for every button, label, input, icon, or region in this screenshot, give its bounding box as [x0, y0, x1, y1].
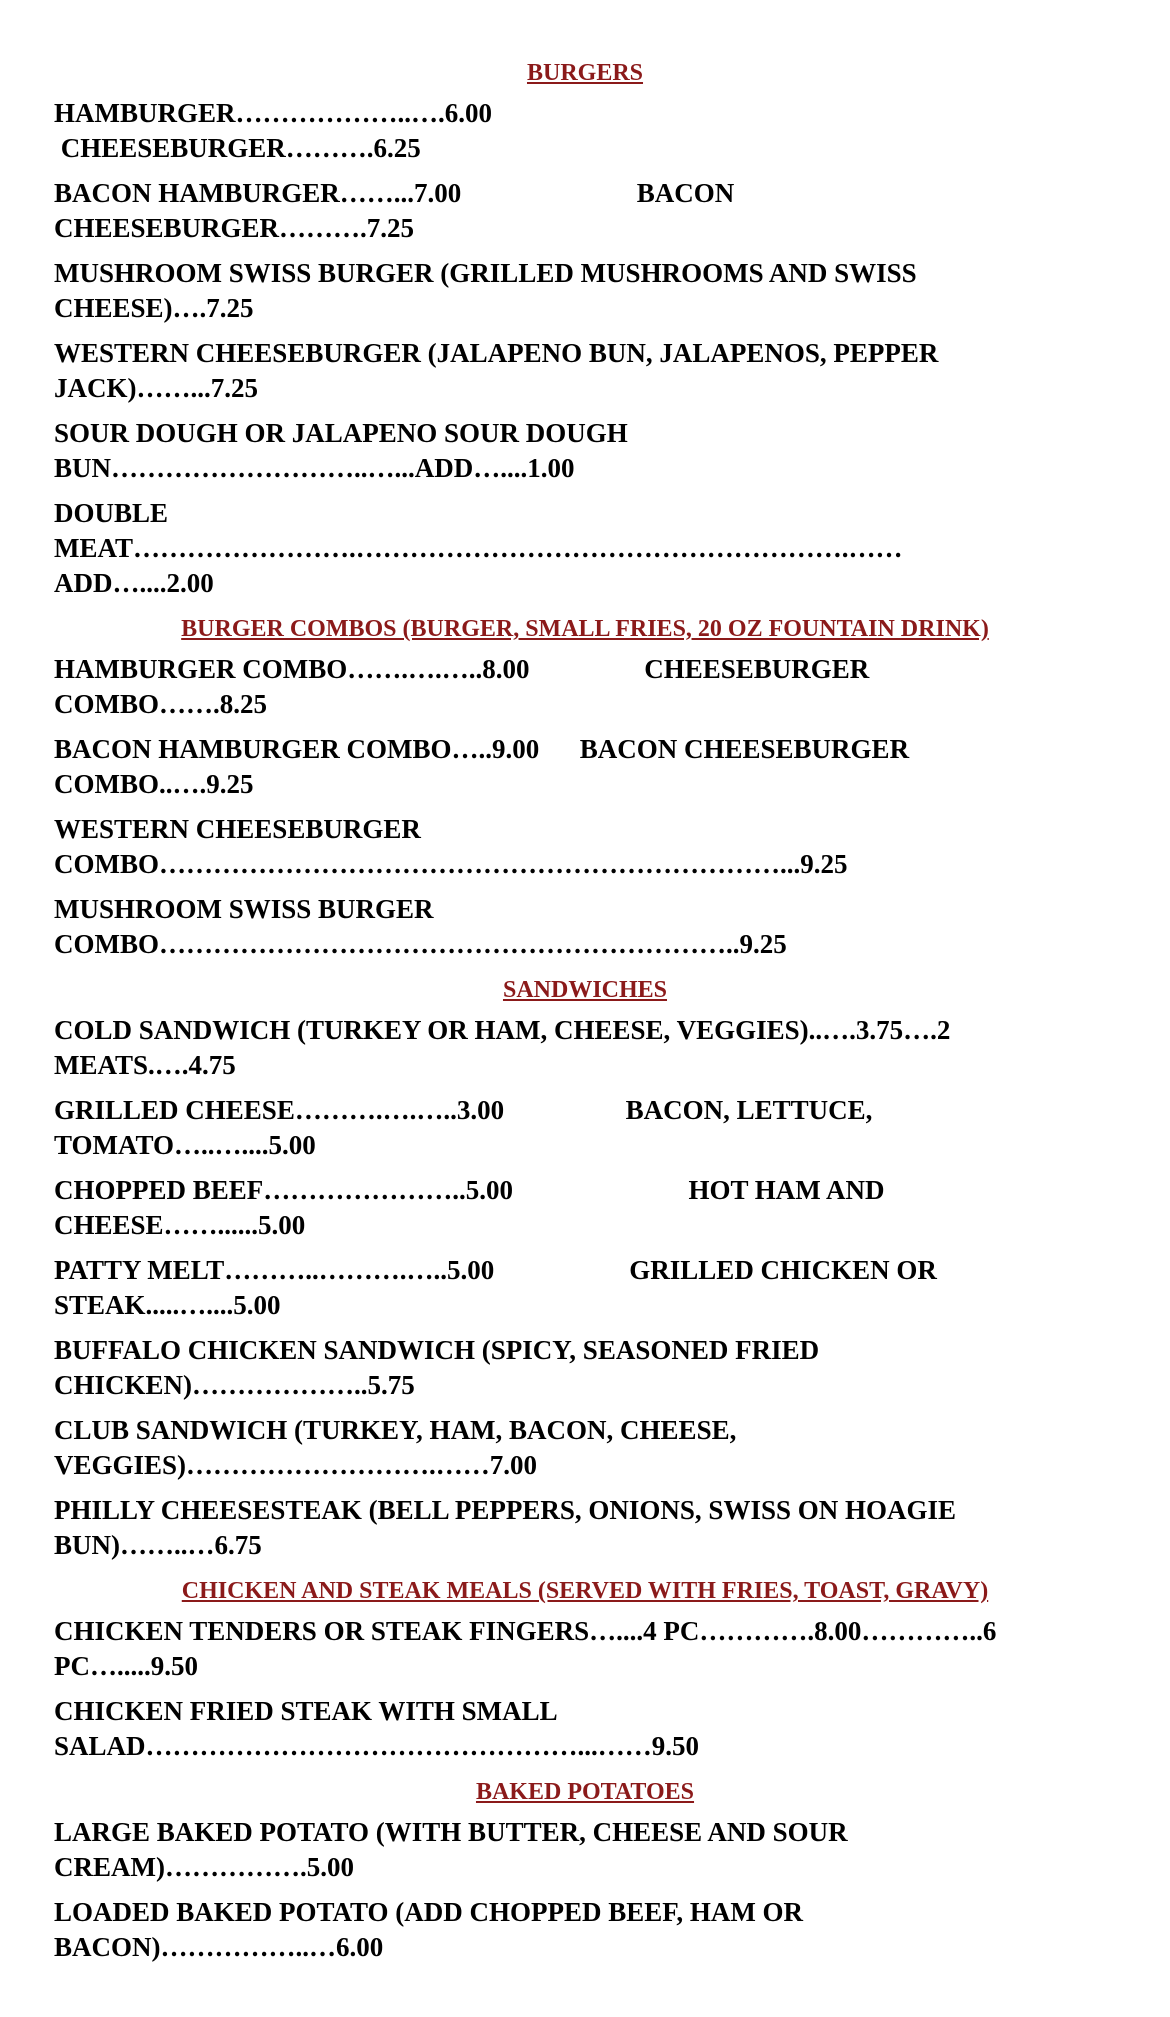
menu-line: BACON HAMBURGER……...7.00 BACON [54, 178, 735, 208]
section-heading-burger-combos: BURGER COMBOS (BURGER, SMALL FRIES, 20 OZ FOUNTAIN DRINK) [181, 616, 989, 642]
menu-line: CHEESE……......5.00 [54, 1210, 306, 1240]
menu-line: WESTERN CHEESEBURGER (JALAPENO BUN, JALAPENOS, PEPPER [54, 338, 939, 368]
menu-line: SALAD…………………………………………...……9.50 [54, 1731, 700, 1761]
section-heading-baked-potatoes: BAKED POTATOES [475, 1779, 695, 1805]
menu-line: BACON)……………..…6.00 [54, 1932, 384, 1962]
menu-line: GRILLED CHEESE……….….…..3.00 BACON, LETTUCE, [54, 1095, 873, 1125]
menu-line: COMBO…….8.25 [54, 689, 267, 719]
menu-line: LARGE BAKED POTATO (WITH BUTTER, CHEESE AND SOUR [54, 1817, 848, 1847]
section-heading-chicken-steak: CHICKEN AND STEAK MEALS (SERVED WITH FRIES, TOAST, GRAVY) [181, 1578, 989, 1604]
menu-line: MEAT…………………….……………………………………………….…… [54, 533, 903, 563]
menu-line: CHOPPED BEEF…………………..5.00 HOT HAM AND [54, 1175, 885, 1205]
menu-line: CREAM)…………….5.00 [54, 1852, 354, 1882]
menu-line: CHEESEBURGER……….7.25 [54, 213, 415, 243]
menu-line: CLUB SANDWICH (TURKEY, HAM, BACON, CHEESE, [54, 1415, 737, 1445]
menu-line: BUN………………………..…...ADD…....1.00 [54, 453, 575, 483]
menu-line: SOUR DOUGH OR JALAPENO SOUR DOUGH [54, 418, 628, 448]
menu-line: HAMBURGER COMBO…….….…..8.00 CHEESEBURGER [54, 654, 870, 684]
menu-line: COMBO………………………………………………………..9.25 [54, 929, 787, 959]
menu-line: STEAK.....…....5.00 [54, 1290, 281, 1320]
menu-line: CHICKEN TENDERS OR STEAK FINGERS…....4 PC………….8.00…………..6 [54, 1616, 997, 1646]
menu-line: MEATS.….4.75 [54, 1050, 236, 1080]
menu-line: BUN)……..…6.75 [54, 1530, 262, 1560]
menu-line: PATTY MELT………..……….…..5.00 GRILLED CHICKEN OR [54, 1255, 937, 1285]
menu-line: MUSHROOM SWISS BURGER (GRILLED MUSHROOMS AND SWISS [54, 258, 917, 288]
menu-line: LOADED BAKED POTATO (ADD CHOPPED BEEF, HAM OR [54, 1897, 804, 1927]
menu-line: JACK)……...7.25 [54, 373, 258, 403]
menu-line: COMBO……………………………………………………………...9.25 [54, 849, 848, 879]
menu-line: PHILLY CHEESESTEAK (BELL PEPPERS, ONIONS, SWISS ON HOAGIE [54, 1495, 957, 1525]
menu-line: BACON HAMBURGER COMBO…..9.00 BACON CHEESEBURGER [54, 734, 910, 764]
menu-line: CHEESE)….7.25 [54, 293, 254, 323]
menu-line: COLD SANDWICH (TURKEY OR HAM, CHEESE, VEGGIES)..….3.75….2 [54, 1015, 951, 1045]
menu-line: HAMBURGER………………..….6.00 [54, 98, 492, 128]
menu-line: WESTERN CHEESEBURGER [54, 814, 421, 844]
menu-line: TOMATO…..…....5.00 [54, 1130, 316, 1160]
menu-line: DOUBLE [54, 498, 169, 528]
menu-line: CHICKEN)………………..5.75 [54, 1370, 415, 1400]
menu-line: COMBO..….9.25 [54, 769, 254, 799]
menu-line: CHEESEBURGER……….6.25 [54, 133, 421, 163]
menu-line: BUFFALO CHICKEN SANDWICH (SPICY, SEASONED FRIED [54, 1335, 820, 1365]
section-heading-burgers: BURGERS [526, 60, 644, 86]
menu-line: MUSHROOM SWISS BURGER [54, 894, 434, 924]
menu-line: VEGGIES)……………………….……7.00 [54, 1450, 538, 1480]
section-heading-sandwiches: SANDWICHES [502, 977, 668, 1003]
menu-line: PC….....9.50 [54, 1651, 198, 1681]
menu-line: CHICKEN FRIED STEAK WITH SMALL [54, 1696, 558, 1726]
menu-line: ADD…....2.00 [54, 568, 214, 598]
